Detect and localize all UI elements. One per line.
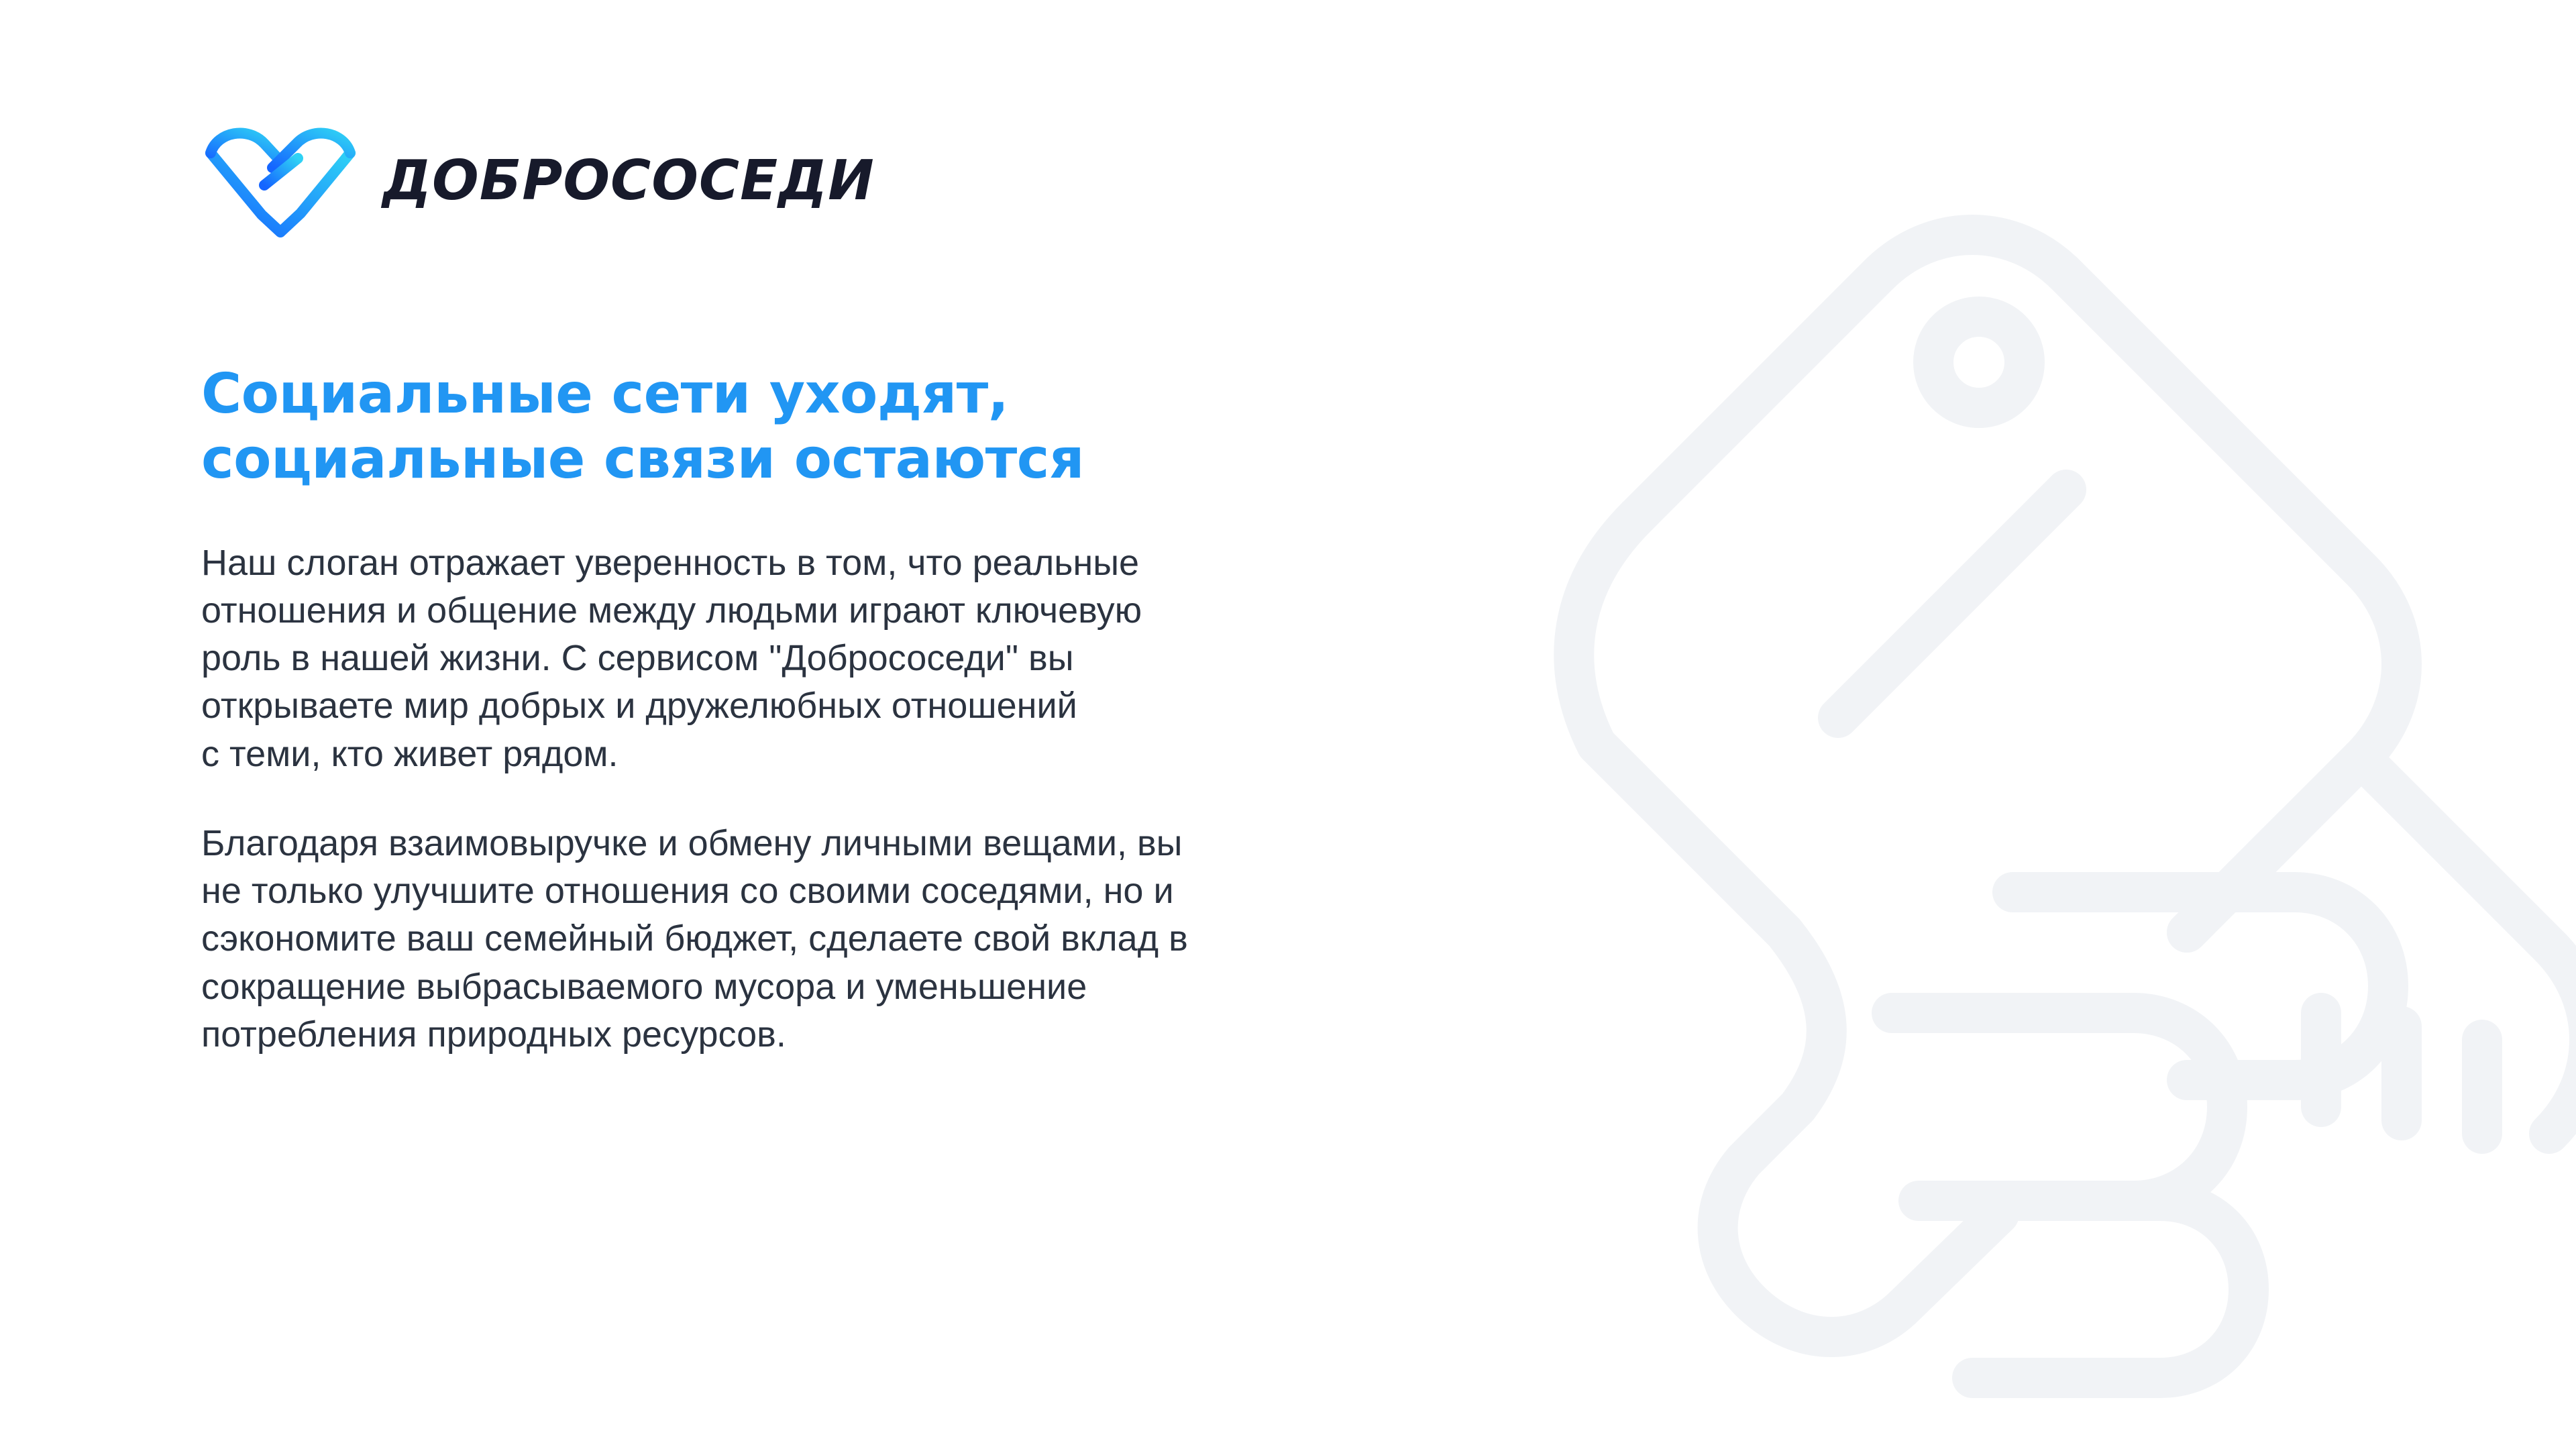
paragraph-2-line-1: Благодаря взаимовыручке и обмену личными вещами, вы xyxy=(201,822,1183,863)
page-title-line-2: социальные связи остаются xyxy=(201,427,1084,491)
paragraph-2-line-2: не только улучшите отношения со своими соседями, но и xyxy=(201,871,1174,912)
paragraph-1-line-2: отношения и общение между людьми играют ключевую xyxy=(201,590,1142,631)
page-title-line-1: Социальные сети уходят, xyxy=(201,362,1009,426)
body-paragraph-1 xyxy=(201,539,1597,778)
paragraph-1-line-5: с теми, кто живет рядом. xyxy=(201,733,619,774)
brand-logo xyxy=(200,121,875,241)
brand-name: ДОБРОСОСЕДИ xyxy=(382,149,875,213)
body-paragraph-2 xyxy=(201,820,1597,1059)
paragraph-1-line-3: роль в нашей жизни. С сервисом "Добрососеди" вы xyxy=(201,638,1074,679)
paragraph-2-line-5: потребления природных ресурсов. xyxy=(201,1014,786,1055)
paragraph-2-line-4: сокращение выбрасываемого мусора и уменьшение xyxy=(201,966,1087,1007)
heart-handshake-logo-icon xyxy=(200,121,361,241)
content-block xyxy=(201,362,1623,1059)
page-title xyxy=(201,362,1623,492)
paragraph-2-line-3: сэкономите ваш семейный бюджет, сделаете свой вклад в xyxy=(201,918,1188,959)
paragraph-1-line-1: Наш слоган отражает уверенность в том, что реальные xyxy=(201,542,1140,583)
paragraph-1-line-4: открываете мир добрых и дружелюбных отношений xyxy=(201,686,1077,727)
